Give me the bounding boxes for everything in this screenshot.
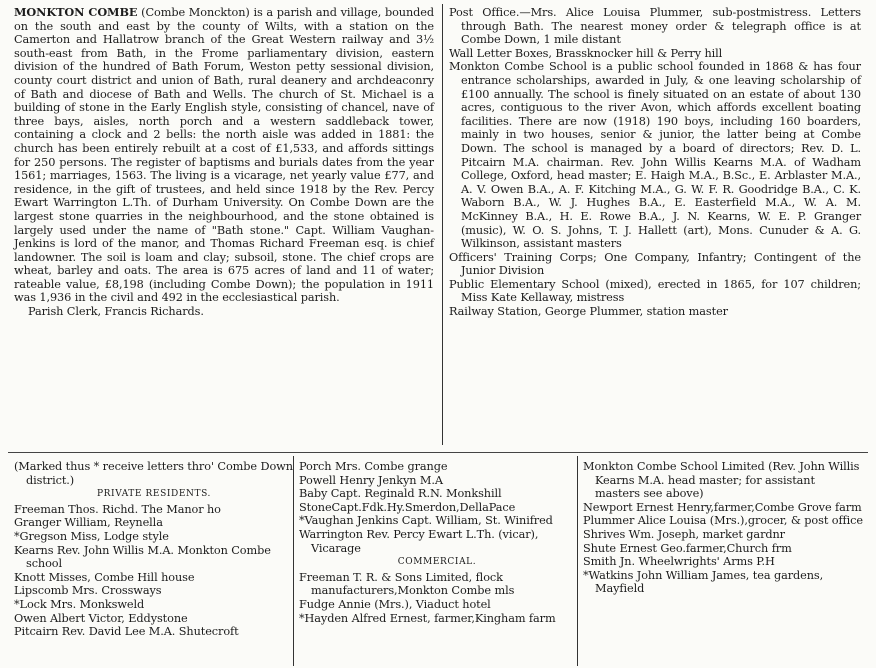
directory-entry: Shrives Wm. Joseph, market gardnr [583, 527, 785, 541]
directory-entry: Warrington Rev. Percy Ewart L.Th. (vicar), Vicarage [299, 527, 539, 555]
parish-body: (Combe Monckton) is a parish and village, bounded on the south and east by the county of Wilts, with a station on the Camerton and Hallatrow branch of the Great Western railway and 3½ south-east from Bath, in the Frome parliamentary division, eastern division of the hundred of Bath Forum, Weston petty sessional division, county court district and union of Bath, rural deanery and archdeaconry of Bath and diocese of Bath and Wells. The church of St. Michael is a building of stone in the Early English style, consisting of chancel, nave of three bays, aisles, north porch and a western saddleback tower, containing a clock and 2 bells: the north aisle was added in 1881: the church has been entirely rebuilt at a cost of £1,533, and affords sittings for 250 persons. The register of baptisms and burials dates from the year 1561; marriages, 1563. The living is a vicarage, net yearly value £77, and residence, in the gift of trustees, and held since 1918 by the Rev. Percy Ewart Warrington L.Th. of Durham University. On Combe Down are the largest stone quarries in the neighbourhood, and the stone obtained is largely used under the name of "Bath stone." Capt. William Vaughan-Jenkins is lord of the manor, and Thomas Richard Freeman esq. is chief landowner. The soil is loam and clay; subsoil, stone. The chief crops are wheat, barley and oats. The area is 675 acres of land and 11 of water; rateable value, £8,198 (including Combe Down); the population in 1911 was 1,936 in the civil and 492 in the ecclesiastical parish. [14, 6, 434, 305]
elementary-school-entry: Public Elementary School (mixed), erected in 1865, for 107 children; Miss Kate Kellaway, mistress [449, 277, 861, 305]
directory-entry: Fudge Annie (Mrs.), Viaduct hotel [299, 597, 491, 611]
directory-entry: Smith Jn. Wheelwrights' Arms P.H [583, 555, 775, 569]
directory-column-3 [583, 460, 863, 596]
directory-entry: *Lock Mrs. Monksweld [14, 597, 145, 611]
column-divider [293, 456, 294, 666]
directory-entry: Knott Misses, Combe Hill house [14, 570, 195, 584]
directory-entry: Freeman Thos. Richd. The Manor ho [14, 502, 221, 516]
training-corps-entry: Officers' Training Corps; One Company, Infantry; Contingent of the Junior Division [449, 250, 861, 278]
school-entry: Monkton Combe School is a public school founded in 1868 & has four entrance scholarships, awarded in July, & one leaving scholarship of £100 annually. The school is finely situated on an estate of about 130 acres, contiguous to the river Avon, which affords excellent boating facilities. There are now (1918) 190 boys, including 160 boarders, mainly in two houses, senior & junior, the latter being at Combe Down. The school is managed by a board of directors; Rev. D. L. Pitcairn M.A. chairman. Rev. John Willis Kearns M.A. of Wadham College, Oxford, head master; E. Haigh M.A., B.Sc., E. Arblaster M.A., A. V. Owen B.A., A. F. Kitching M.A., G. W. F. R. Goodridge B.A., C. K. Waborn B.A., W. J. Hughes B.A., E. Easterfield M.A., W. A. M. McKinney B.A., H. E. Rowe B.A., J. N. Kearns, W. E. P. Granger (music), W. O. S. Johns, T. J. Hallett (art), Mons. Cunuder & A. G. Wilkinson, assistant masters [449, 60, 861, 251]
railway-station-entry: Railway Station, George Plummer, station master [449, 305, 728, 319]
section-divider [8, 452, 868, 453]
parish-clerk: Parish Clerk, Francis Richards. [28, 305, 204, 319]
directory-entry: Monkton Combe School Limited (Rev. John Willis Kearns M.A. head master; for assistant masters see above) [583, 460, 860, 501]
directory-entry: Newport Ernest Henry,farmer,Combe Grove farm [583, 500, 862, 514]
parish-description [14, 6, 434, 319]
private-residents-heading: PRIVATE RESIDENTS. [97, 489, 211, 500]
directory-entry: Plummer Alice Louisa (Mrs.),grocer, & post office [583, 514, 863, 528]
directory-entry: StoneCapt.Fdk.Hy.Smerdon,DellaPace [299, 500, 516, 514]
directory-column-1 [14, 460, 294, 639]
column-divider [577, 456, 578, 666]
directory-entry: Owen Albert Victor, Eddystone [14, 611, 188, 625]
directory-entry: Lipscomb Mrs. Crossways [14, 584, 162, 598]
directory-entry: Porch Mrs. Combe grange [299, 460, 448, 473]
parish-heading: MONKTON COMBE [14, 5, 138, 19]
directory-entry: Freeman T. R. & Sons Limited, flock manufacturers,Monkton Combe mls [299, 570, 515, 598]
directory-entry: Kearns Rev. John Willis M.A. Monkton Combe school [14, 543, 271, 571]
directory-entry: *Watkins John William James, tea gardens, Mayfield [583, 568, 824, 596]
directory-entry: *Hayden Alfred Ernest, farmer,Kingham farm [299, 611, 556, 625]
directory-entry: *Vaughan Jenkins Capt. William, St. Winifred [299, 514, 553, 528]
directory-entry: Pitcairn Rev. David Lee M.A. Shutecroft [14, 625, 239, 639]
directory-entry: Powell Henry Jenkyn M.A [299, 473, 443, 487]
parish-paragraph [14, 6, 434, 305]
directory-entry: *Gregson Miss, Lodge style [14, 529, 169, 543]
column-divider [442, 4, 443, 445]
directory-entry: Granger William, Reynella [14, 516, 163, 530]
parish-services [449, 6, 861, 319]
directory-column-2 [299, 460, 575, 625]
delivery-note: (Marked thus * receive letters thro' Combe Down district.) [14, 460, 293, 487]
commercial-heading: COMMERCIAL. [397, 557, 477, 568]
directory-entry: Shute Ernest Geo.farmer,Church frm [583, 541, 792, 555]
directory-entry: Baby Capt. Reginald R.N. Monkshill [299, 487, 502, 501]
post-office-entry: Post Office.—Mrs. Alice Louisa Plummer, sub-postmistress. Letters through Bath. The nearest money order & telegraph office is at Combe Down, 1 mile distant [449, 6, 861, 47]
letter-boxes-entry: Wall Letter Boxes, Brassknocker hill & Perry hill [449, 46, 723, 60]
